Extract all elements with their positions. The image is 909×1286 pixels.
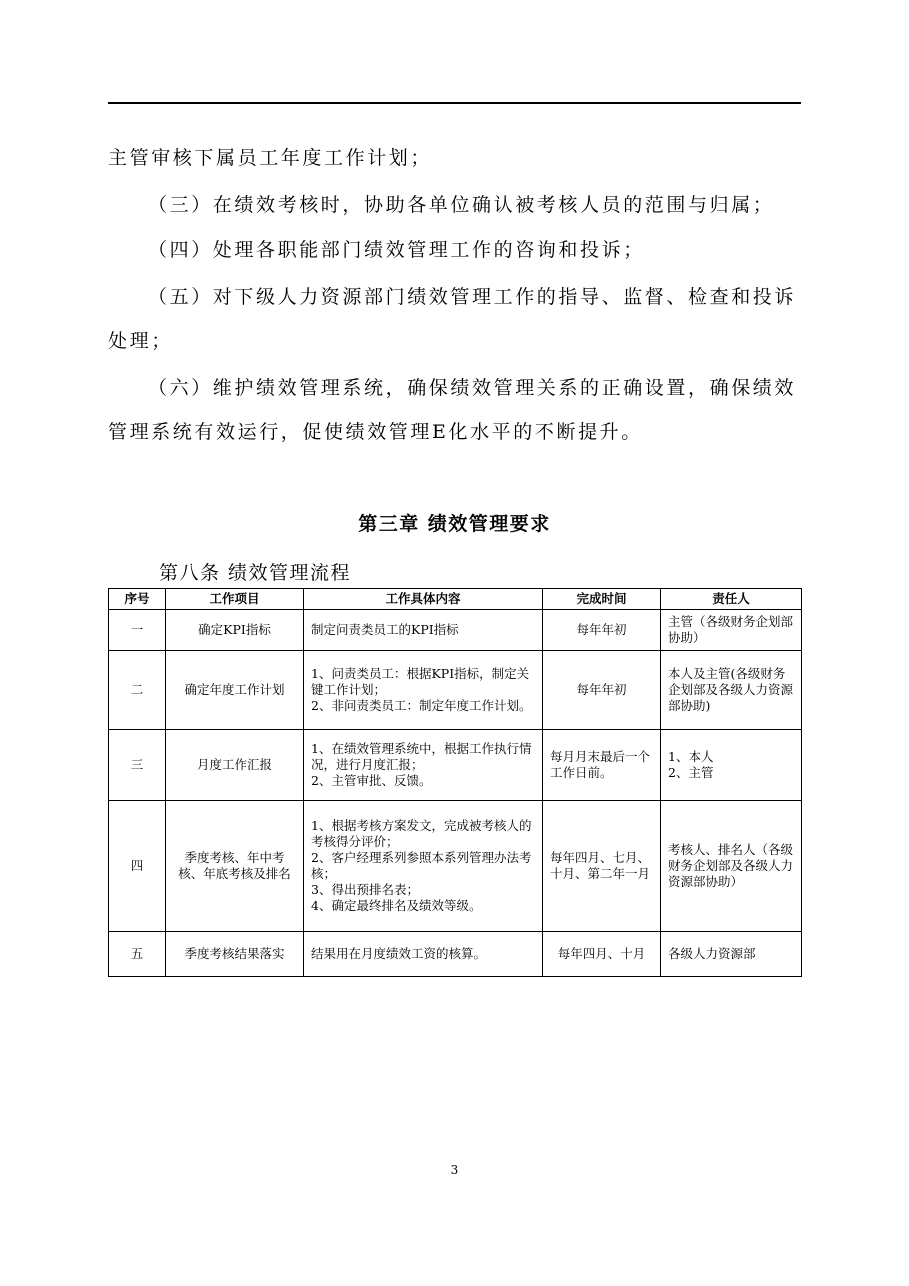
cell-item: 确定KPI指标 [166,610,304,651]
cell-no: 一 [109,610,166,651]
cell-time: 每月月末最后一个工作日前。 [543,730,661,801]
content-line: 结果用在月度绩效工资的核算。 [311,946,487,961]
header-no: 序号 [109,589,166,610]
cell-owner [661,932,802,977]
table-row [109,651,802,730]
content-line: 1、根据考核方案发文，完成被考核人的考核得分评价； [311,818,532,849]
paragraph-item-4: （四）处理各职能部门绩效管理工作的咨询和投诉； [148,239,645,261]
cell-item: 月度工作汇报 [166,730,304,801]
cell-no: 五 [109,932,166,977]
process-table [108,588,802,977]
page-number: 3 [450,1163,459,1177]
header-owner: 责任人 [661,589,802,610]
cell-no: 三 [109,730,166,801]
table-row [109,801,802,932]
content-line: 制定问责类员工的KPI指标 [311,622,459,637]
content-line: 2、非问责类员工：制定年度工作计划。 [311,698,532,713]
cell-content [304,801,543,932]
cell-time: 每年四月、十月 [543,932,661,977]
content-line: 3、得出预排名表； [311,882,419,897]
table-header-row [109,589,802,610]
content-line: 4、确定最终排名及绩效等级。 [311,898,482,913]
cell-owner [661,730,802,801]
header-item: 工作项目 [166,589,304,610]
cell-content [304,730,543,801]
header-time: 完成时间 [543,589,661,610]
content-line: 2、客户经理系列参照本系列管理办法考核； [311,850,532,881]
header-rule [108,102,801,104]
cell-item: 确定年度工作计划 [166,651,304,730]
header-content: 工作具体内容 [304,589,543,610]
owner-line: 主管（各级财务企划部协助） [668,614,794,645]
cell-content [304,932,543,977]
cell-item: 季度考核、年中考核、年底考核及排名 [166,801,304,932]
cell-time: 每年四月、七月、十月、第二年一月 [543,801,661,932]
table-row [109,730,802,801]
cell-owner [661,610,802,651]
owner-line: 考核人、排名人（各级财务企划部及各级人力资源部协助） [668,842,794,889]
owner-line: 各级人力资源部 [668,946,756,961]
cell-time: 每年年初 [543,651,661,730]
content-line: 2、主管审批、反馈。 [311,773,432,788]
cell-content [304,610,543,651]
cell-no: 四 [109,801,166,932]
article-title: 第八条 绩效管理流程 [159,562,352,584]
owner-line: 本人及主管(各级财务企划部及各级人力资源部协助) [668,666,794,713]
content-line: 1、在绩效管理系统中，根据工作执行情况，进行月度汇报； [311,741,532,772]
cell-content [304,651,543,730]
cell-item: 季度考核结果落实 [166,932,304,977]
cell-owner [661,651,802,730]
paragraph-item-5: （五）对下级人力资源部门绩效管理工作的指导、监督、检查和投诉处理； [108,286,797,352]
owner-line: 1、本人 [668,749,714,764]
cell-time: 每年年初 [543,610,661,651]
paragraph-continuation: 主管审核下属员工年度工作计划； [108,147,433,169]
owner-line: 2、主管 [668,765,714,780]
table-row [109,932,802,977]
table-row [109,610,802,651]
chapter-title: 第三章 绩效管理要求 [358,513,551,535]
cell-owner [661,801,802,932]
paragraph-item-3: （三）在绩效考核时，协助各单位确认被考核人员的范围与归属； [148,194,775,216]
cell-no: 二 [109,651,166,730]
content-line: 1、问责类员工：根据KPI指标，制定关键工作计划； [311,666,530,697]
paragraph-item-6: （六）维护绩效管理系统，确保绩效管理关系的正确设置，确保绩效管理系统有效运行，促使绩效管理E化水平的不断提升。 [108,377,797,443]
